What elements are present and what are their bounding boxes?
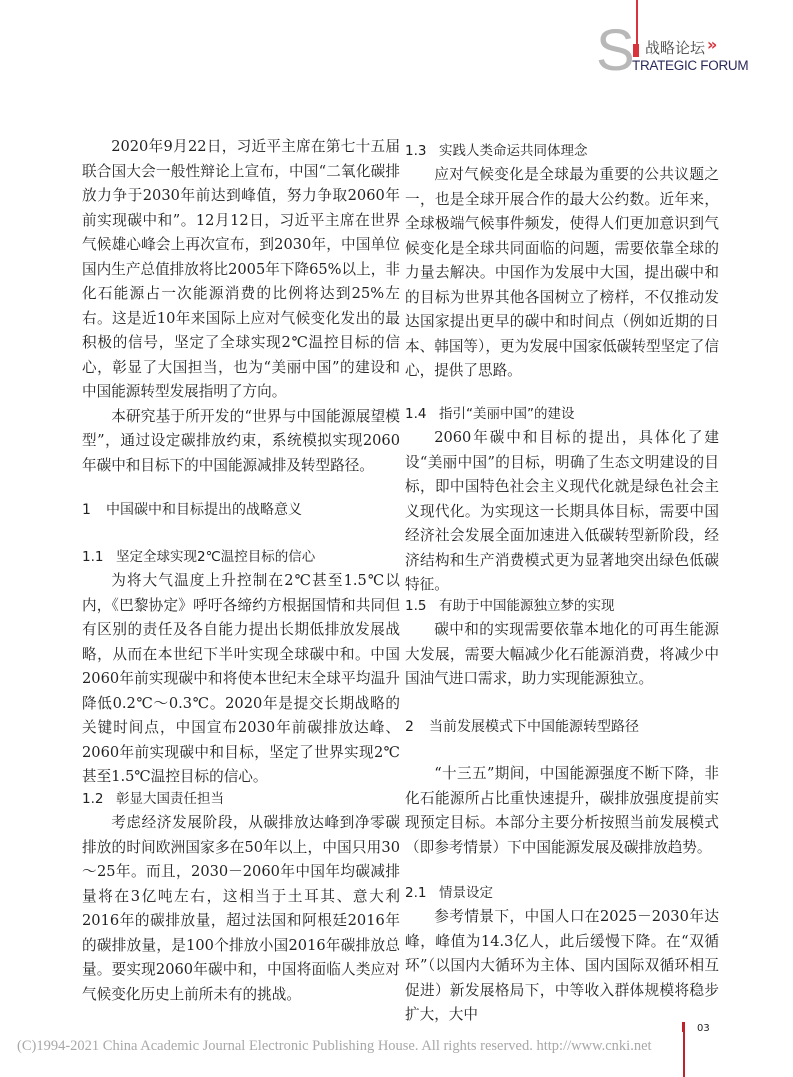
- section-title: 中国碳中和目标提出的战略意义: [106, 502, 302, 518]
- section-1-1: [82, 545, 400, 790]
- section-1-2: [82, 787, 400, 1007]
- section-title: 有助于中国能源独立梦的实现: [439, 598, 615, 614]
- section-1-4: [405, 402, 719, 598]
- section-number: 2.1: [405, 885, 427, 901]
- section-body: 应对气候变化是全球最为重要的公共议题之一，也是全球开展合作的最大公约数。近年来，全球极端气候事件频发，使得人们更加意识到气候变化是全球共同面临的问题，需要依靠全球的力量去解决。中国作为发展中大国，提出碳中和的目标为世界其他各国树立了榜样，不仅推动发达国家提出更早的碳中和时间点（例如近期的日本、韩国等），更为发展中国家低碳转型坚定了信心，提供了思路。: [405, 166, 719, 379]
- section-title-cn: 战略论坛: [645, 39, 706, 57]
- page-number: 03: [697, 1023, 710, 1034]
- header-red-line: [636, 0, 638, 48]
- section-body: 碳中和的实现需要依靠本地化的可再生能源大发展，需要大幅减少化石能源消费，将减少中国油气进口需求，助力实现能源独立。: [405, 621, 719, 687]
- section-body: “十三五”期间，中国能源强度不断下降，非化石能源所占比重快速提升，碳排放强度提前实现预定目标。本部分主要分析按照当前发展模式（即参考情景）下中国能源发展及碳排放趋势。: [405, 765, 719, 856]
- copyright-notice: (C)1994-2021 China Academic Journal Electronic Publishing House. All rights reserved. http://www.cnki.net: [17, 1038, 652, 1054]
- section-number: 1.1: [82, 549, 104, 565]
- section-2-1: [405, 881, 719, 1028]
- section-number: 2: [405, 719, 414, 735]
- section-1-3: [405, 139, 719, 384]
- section-number: 1.5: [405, 598, 427, 614]
- section-number: 1.3: [405, 143, 427, 159]
- intro-paragraph-2: 本研究基于所开发的“世界与中国能源展望模型”，通过设定碳排放约束，系统模拟实现2060年碳中和目标下的中国能源减排及转型路径。: [82, 407, 400, 474]
- section-1-5: [405, 594, 719, 692]
- intro-paragraph-1: 2020年9月22日，习近平主席在第七十五届联合国大会一般性辩论上宣布，中国“二氧化碳排放力争于2030年前达到峰值，努力争取2060年前实现碳中和”。12月12日，习近平主席在世界气候雄心峰会上再次宣布，到2030年，中国单位国内生产总值排放将比2005年下降65%以上，非化石能源占一次能源消费的比例将达到25%左右。这是近10年来国际上应对气候变化发出的最积极的信号，坚定了全球实现2℃温控目标的信心，彰显了大国担当，也为“美丽中国”的建设和中国能源转型发展指明了方向。: [82, 138, 400, 400]
- section-number: 1: [82, 502, 91, 518]
- section-title: 坚定全球实现2℃温控目标的信心: [116, 549, 316, 565]
- section-title-en: TRATEGIC FORUM: [632, 58, 749, 73]
- section-title: 实践人类命运共同体理念: [439, 143, 588, 159]
- section-body: 2060年碳中和目标的提出，具体化了建设“美丽中国”的目标，明确了生态文明建设的目标，即中国特色社会主义现代化就是绿色社会主义现代化。为实现这一长期具体目标，需要中国经济社会发展全面加速进入低碳转型新阶段，经济结构和生产消费模式更为显著地突出绿色低碳特征。: [405, 429, 719, 593]
- footer-red-mark: [682, 1022, 685, 1032]
- section-1-heading: [82, 498, 400, 522]
- section-body: 为将大气温度上升控制在2℃甚至1.5℃以内，《巴黎协定》呼吁各缔约方根据国情和共同但有区别的责任及各自能力提出长期低排放发展战略，从而在本世纪下半叶实现全球碳中和。中国2060年前实现碳中和将使本世纪末全球平均温升降低0.2℃～0.3℃。2020年是提交长期战略的关键时间点，中国宣布2030年前碳排放达峰、2060年前实现碳中和目标，坚定了世界实现2℃甚至1.5℃温控目标的信心。: [82, 572, 400, 785]
- section-title: 当前发展模式下中国能源转型路径: [429, 719, 639, 735]
- logo-letter: S: [596, 18, 635, 83]
- section-title: 情景设定: [439, 885, 493, 901]
- section-title: 指引“美丽中国”的建设: [439, 406, 575, 422]
- section-title: 彰显大国责任担当: [116, 791, 224, 807]
- chevron-right-icon: »: [707, 35, 718, 54]
- section-number: 1.4: [405, 406, 427, 422]
- section-body: 参考情景下，中国人口在2025－2030年达峰，峰值为14.3亿人，此后缓慢下降。在“双循环”（以国内大循环为主体、国内国际双循环相互促进）新发展格局下，中等收入群体规模将稳步扩大，大中: [405, 908, 719, 1023]
- section-number: 1.2: [82, 791, 104, 807]
- section-2: [405, 715, 719, 860]
- intro: [82, 135, 400, 478]
- section-body: 考虑经济发展阶段，从碳排放达峰到净零碳排放的时间欧洲国家多在50年以上，中国只用30～25年。而且，2030－2060年中国年均碳减排量将在3亿吨左右，这相当于土耳其、意大利2016年的碳排放量，超过法国和阿根廷2016年的碳排放量，是100个排放小国2016年碳排放总量。要实现2060年碳中和，中国将面临人类应对气候变化历史上前所未有的挑战。: [82, 814, 400, 1003]
